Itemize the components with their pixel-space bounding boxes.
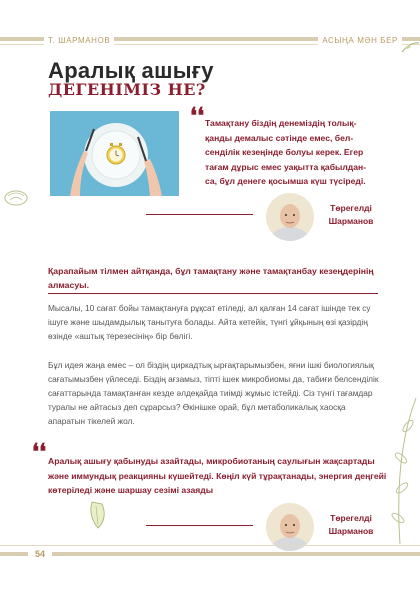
author-avatar — [266, 503, 314, 551]
page-title: Аралық ашығу — [48, 58, 214, 83]
plate-clock-photo — [50, 111, 179, 196]
quote-mark-icon: ❛❛ — [190, 103, 205, 129]
lead-statement: Қарапайым тілмен айтқанда, бұл тамақтану және тамақтанбау кезеңдерінің алмасуы. — [48, 266, 374, 290]
header-author-tag: Т. ШАРМАНОВ — [44, 35, 114, 47]
author-avatar — [266, 193, 314, 241]
pepper-sketch-icon — [84, 498, 114, 532]
herb-branch-icon — [386, 396, 420, 546]
header-section-tag: АСЫҢА МӘН БЕР — [318, 35, 402, 47]
quote-author-name: Төрегелді Шарманов — [328, 203, 374, 226]
leaf-sprig-icon — [400, 40, 420, 54]
body-paragraph: Бұл идея жаңа емес – ол біздің циркадтық ырғақтарымызбен, яғни ішкі биологиялық сағатымызбен үйлеседі. Біздің ағзамыз, тіпті ішек микробиомы да, табиғи белсенділік сағаттарында тамақтанған кезде әлдеқайда тиімді жұмыс істейді. Сіз түнгі тағамдар туралы не айтасыз деп сұрарсыз? Өкінішке орай, бұл метаболикалық хаосқа апаратын тікелей жол. — [48, 360, 379, 426]
page-number: 54 — [28, 548, 52, 560]
footer-band — [0, 552, 420, 556]
pull-quote-2: Аралық ашығу қабынуды азайтады, микробиотаның саулығын жақсартады және иммундық реакцияны күшейтеді. Көңіл күй тұрақтанады, энергия деңгейі көтеріледі және шаршау сезімі азаяды — [48, 456, 387, 495]
quote-mark-icon: ❛❛ — [32, 439, 47, 465]
footer-band-thin — [0, 545, 420, 546]
page-subtitle: ДЕГЕНІМІЗ НЕ? — [48, 80, 206, 99]
pull-quote-1: Тамақтану біздің денеміздің толық-қанды демалыс сәтінде емес, бел-сенділік кезеңінде болуы керек. Егер тағам дұрыс емес уақытта қабылдан-са, бұл денеге қосымша күш түсіреді. — [205, 118, 367, 186]
quote-divider — [146, 214, 253, 215]
quote-divider — [146, 525, 253, 526]
body-paragraph: Мысалы, 10 сағат бойы тамақтануға рұқсат етіледі, ал қалған 14 сағат ішінде тек су ішуге және шыдамдылық танытуға болады. Айта кетейік, түнгі ұйқының өзі қазірдің өзінде «аштық терезесінің» бір бөлігі. — [48, 303, 371, 341]
lead-underline — [48, 293, 378, 294]
vegetable-sketch-icon — [2, 186, 32, 208]
quote-author-name: Төрегелді Шарманов — [328, 513, 374, 536]
